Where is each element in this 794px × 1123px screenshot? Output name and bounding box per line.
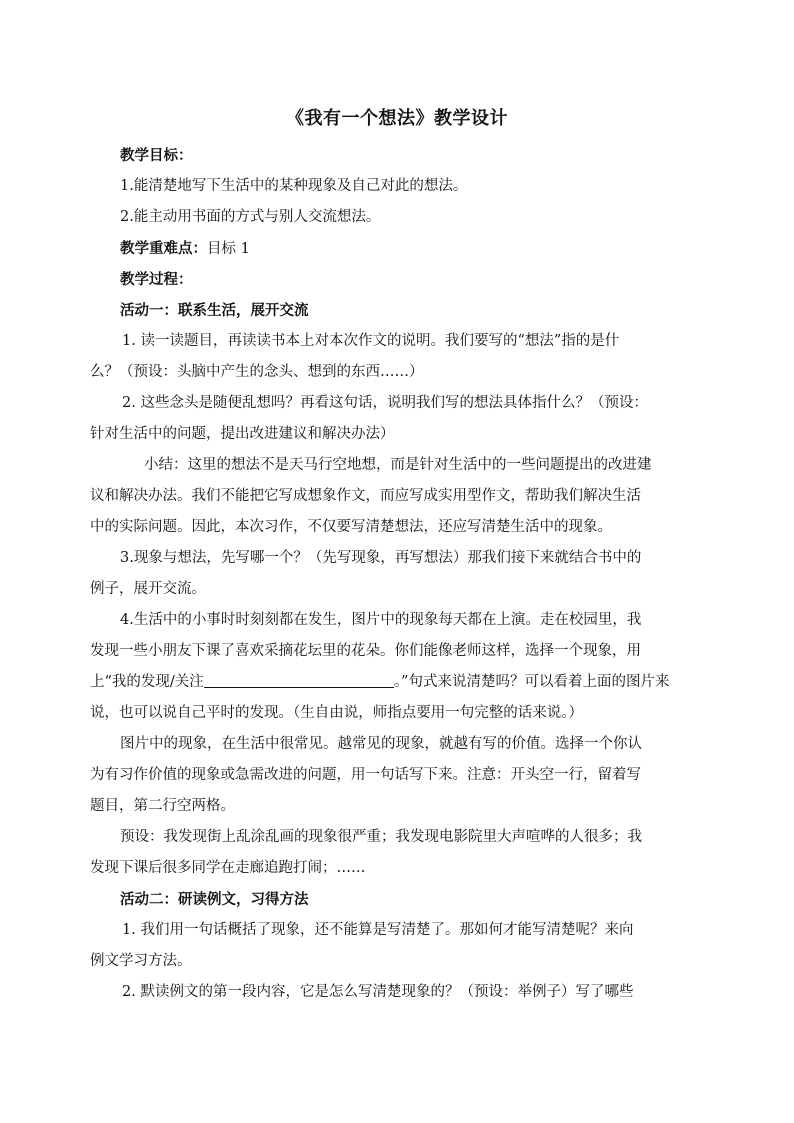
a1-p5-line1: 图片中的现象，在生活中很常见。越常见的现象，就越有写的价值。选择一个你认	[120, 736, 642, 752]
a1-p3-line2: 例子，展开交流。	[90, 581, 206, 597]
a1-p4-line3-post: 。”句式来说清楚吗？可以看着上面的图片来	[393, 674, 670, 690]
a1-summary-line3: 中的实际问题。因此，本次习作，不仅要写清楚想法，还应写清楚生活中的现象。	[90, 519, 612, 535]
key-points	[120, 233, 690, 264]
goals-heading: 教学目标：	[120, 147, 193, 164]
a1-p5-line3: 题目，第二行空两格。	[90, 798, 235, 814]
a1-summary-line2: 议和解决办法。我们不能把它写成想象作文，而应写成实用型作文，帮助我们解决生活	[90, 488, 641, 504]
a1-p1-line1: 1. 读一读题目，再读读书本上对本次作文的说明。我们要写的“想法”指的是什	[122, 333, 620, 349]
activity1-heading: 活动一：联系生活，展开交流	[120, 302, 309, 319]
a1-p4-line3	[90, 667, 690, 698]
a1-p4-line3-pre: 上“我的发现/关注	[90, 674, 204, 690]
fill-in-blank	[204, 671, 394, 688]
a1-p1-line2: 么？（预设：头脑中产生的念头、想到的东西……）	[90, 364, 424, 380]
a2-p1-line2: 例文学习方法。	[90, 953, 192, 969]
a1-p6-line2: 发现下课后很多同学在走廊追跑打闹；……	[90, 860, 366, 876]
body-text	[90, 140, 690, 1008]
goal-item-2: 2.能主动用书面的方式与别人交流想法。	[120, 209, 381, 225]
key-points-heading: 教学重难点：	[120, 240, 207, 257]
a1-p4-line1: 4.生活中的小事时时刻刻都在发生，图片中的现象每天都在上演。走在校园里，我	[120, 612, 642, 628]
a1-p3-line1: 3.现象与想法，先写哪一个？（先写现象，再写想法）那我们接下来就结合书中的	[120, 550, 642, 566]
a1-p5-line2: 为有习作价值的现象或急需改进的问题，用一句话写下来。注意：开头空一行，留着写	[90, 767, 641, 783]
a2-p1-line1: 1. 我们用一句话概括了现象，还不能算是写清楚了。那如何才能写清楚呢？来向	[122, 922, 634, 938]
a1-p2-line2: 针对生活中的问题，提出改进建议和解决办法）	[90, 426, 395, 442]
a1-p2-line1: 2. 这些念头是随便乱想吗？再看这句话，说明我们写的想法具体指什么？（预设：	[122, 395, 648, 411]
goal-item-1: 1.能清楚地写下生活中的某种现象及自己对此的想法。	[120, 178, 468, 194]
key-points-value: 目标 1	[207, 241, 250, 257]
a1-p4-line2: 发现一些小朋友下课了喜欢采摘花坛里的花朵。你们能像老师这样，选择一个现象，用	[90, 643, 641, 659]
a1-p4-line4: 说，也可以说自己平时的发现。（生自由说，师指点要用一句完整的话来说。）	[90, 705, 583, 721]
process-heading: 教学过程：	[120, 271, 193, 288]
activity2-heading: 活动二：研读例文，习得方法	[120, 891, 309, 908]
a1-summary-line1: 小结：这里的想法不是天马行空地想，而是针对生活中的一些问题提出的改进建	[144, 457, 652, 473]
a1-p6-line1: 预设：我发现街上乱涂乱画的现象很严重；我发现电影院里大声喧哗的人很多；我	[120, 829, 642, 845]
document-title: 《我有一个想法》教学设计	[286, 108, 508, 129]
a2-p2-line1: 2. 默读例文的第一段内容，它是怎么写清楚现象的？（预设：举例子）写了哪些	[122, 984, 634, 1000]
